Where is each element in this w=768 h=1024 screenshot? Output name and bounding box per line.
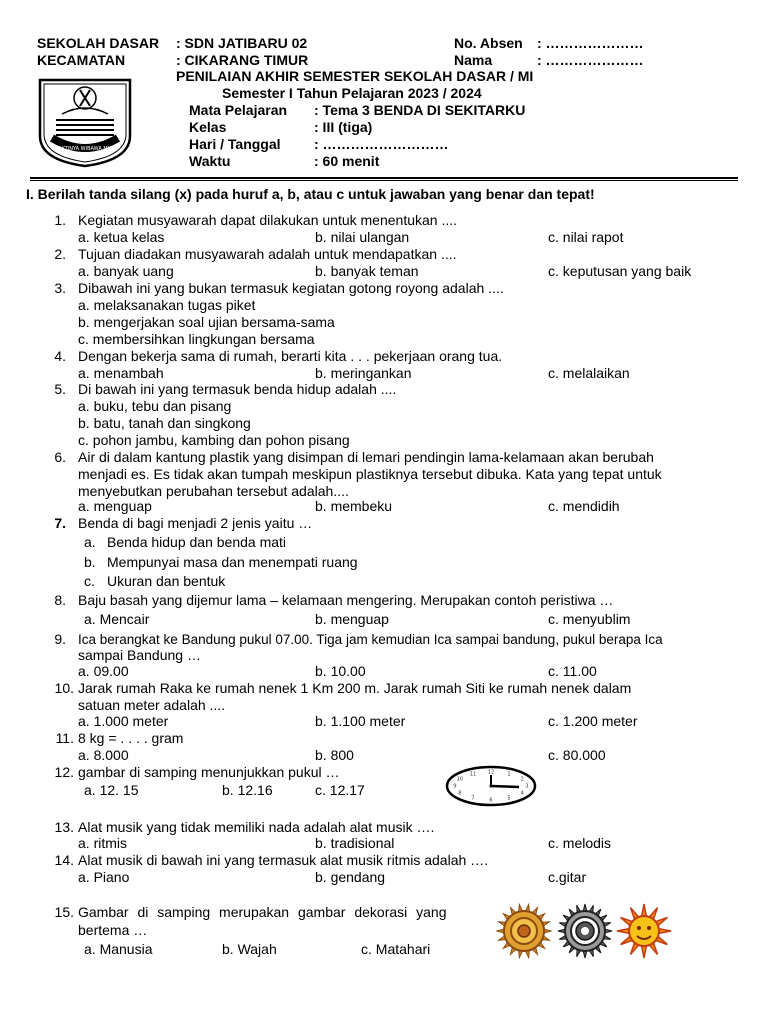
option-a: a. 8.000 bbox=[78, 747, 129, 763]
option-b: b. 1.100 meter bbox=[315, 713, 406, 729]
option-c: Ukuran dan bentuk bbox=[107, 573, 226, 589]
question-number: 1. bbox=[54, 212, 66, 228]
question-number: 7. bbox=[54, 515, 66, 531]
clock-numeral: 5 bbox=[507, 795, 511, 802]
option-c-letter: c. bbox=[84, 573, 95, 589]
absen-label: No. Absen bbox=[454, 35, 523, 51]
question-text: Kegiatan musyawarah dapat dilakukan untuk menentukan .... bbox=[78, 212, 458, 228]
option-a: a. Manusia bbox=[84, 941, 153, 957]
school-value: : SDN JATIBARU 02 bbox=[176, 35, 308, 51]
field-value-time: : 60 menit bbox=[314, 153, 380, 169]
question-text: 8 kg = . . . . gram bbox=[78, 730, 184, 746]
option-c: c. melodis bbox=[548, 835, 612, 851]
field-label-class: Kelas bbox=[189, 119, 227, 135]
option-b: b. tradisional bbox=[315, 835, 395, 851]
option-a: a. buku, tebu dan pisang bbox=[78, 398, 232, 414]
absen-value: : ………………… bbox=[537, 35, 644, 51]
option-a: a. menambah bbox=[78, 365, 164, 381]
option-c: c. Matahari bbox=[361, 941, 431, 957]
school-label: SEKOLAH DASAR bbox=[37, 35, 160, 51]
question-number: 11. bbox=[55, 730, 74, 746]
field-value-subject: : Tema 3 BENDA DI SEKITARKU bbox=[314, 102, 526, 118]
option-c: c. mendidih bbox=[548, 498, 620, 514]
question-number: 3. bbox=[54, 280, 66, 296]
option-a-letter: a. bbox=[84, 534, 96, 550]
option-c: c. keputusan yang baik bbox=[548, 263, 692, 279]
option-b: b. 10.00 bbox=[315, 663, 366, 679]
option-a: a. banyak uang bbox=[78, 263, 174, 279]
option-c: c. melalaikan bbox=[548, 365, 630, 381]
district-emblem-logo bbox=[32, 76, 138, 168]
option-a: a. melaksanakan tugas piket bbox=[78, 297, 256, 313]
question-text: Baju basah yang dijemur lama – kelamaan mengering. Merupakan contoh peristiwa … bbox=[78, 592, 614, 608]
clock-numeral: 10 bbox=[456, 776, 463, 783]
question-text: Jarak rumah Raka ke rumah nenek 1 Km 200 m. Jarak rumah Siti ke rumah nenek dalam bbox=[78, 680, 632, 696]
question-text: Dibawah ini yang bukan termasuk kegiatan gotong royong adalah .... bbox=[78, 280, 504, 296]
option-b: b. meringankan bbox=[315, 365, 412, 381]
option-b: b. banyak teman bbox=[315, 263, 419, 279]
sun-ornament-orange-icon bbox=[496, 903, 552, 959]
option-a: a. Piano bbox=[78, 869, 130, 885]
question-number: 8. bbox=[54, 592, 66, 608]
question-text: satuan meter adalah .... bbox=[78, 697, 226, 713]
option-c: c. nilai rapot bbox=[548, 229, 624, 245]
option-b: b. menguap bbox=[315, 611, 389, 627]
district-label: KECAMATAN bbox=[37, 52, 126, 68]
question-text: Tujuan diadakan musyawarah adalah untuk mendapatkan .... bbox=[78, 246, 457, 262]
option-b: b. 12.16 bbox=[222, 782, 273, 798]
exam-title: PENILAIAN AKHIR SEMESTER SEKOLAH DASAR / MI bbox=[176, 68, 534, 84]
clock-numeral: 9 bbox=[453, 783, 457, 790]
option-a: a. ketua kelas bbox=[78, 229, 165, 245]
question-text: Alat musik yang tidak memiliki nada adalah alat musik …. bbox=[78, 819, 435, 835]
question-number: 10. bbox=[54, 680, 74, 696]
mandala-ornament-gray-icon bbox=[557, 903, 613, 959]
instruction: I. Berilah tanda silang (x) pada huruf a, b, atau c untuk jawaban yang benar dan tepat! bbox=[26, 186, 595, 202]
svg-text:BHAKTINYA WIBAWA MUKTI: BHAKTINYA WIBAWA MUKTI bbox=[51, 146, 119, 152]
clock-numeral: 4 bbox=[520, 790, 524, 797]
field-value-date: : ……………………… bbox=[314, 136, 449, 152]
field-label-time: Waktu bbox=[189, 153, 231, 169]
clock-numeral: 2 bbox=[520, 776, 524, 783]
clock-numeral: 7 bbox=[471, 795, 475, 802]
option-c: c. 12.17 bbox=[315, 782, 365, 798]
option-c: c.gitar bbox=[548, 869, 587, 885]
question-number: 6. bbox=[54, 449, 66, 465]
question-text: gambar di samping menunjukkan pukul … bbox=[78, 764, 340, 780]
question-text: Air di dalam kantung plastik yang disimpan di lemari pendingin lama-kelamaan akan berubah bbox=[78, 449, 654, 465]
question-text: menyebutkan perubahan tersebut adalah.... bbox=[78, 483, 349, 499]
field-label-date: Hari / Tanggal bbox=[189, 136, 281, 152]
question-number: 5. bbox=[54, 381, 66, 397]
question-text: Gambar di samping merupakan gambar dekorasi yang bbox=[78, 904, 447, 920]
clock-numeral: 6 bbox=[489, 797, 493, 804]
header-rule bbox=[30, 177, 738, 179]
option-a: a. 09.00 bbox=[78, 663, 129, 679]
option-b: b. 800 bbox=[315, 747, 354, 763]
option-b: b. batu, tanah dan singkong bbox=[78, 415, 251, 431]
clock-numeral: 3 bbox=[525, 783, 529, 790]
question-number: 14. bbox=[54, 852, 74, 868]
question-text: bertema … bbox=[78, 922, 148, 938]
option-a: a. menguap bbox=[78, 498, 152, 514]
question-text: Benda di bagi menjadi 2 jenis yaitu … bbox=[78, 515, 313, 531]
question-number: 12. bbox=[54, 764, 74, 780]
field-value-class: : III (tiga) bbox=[314, 119, 373, 135]
option-a: a. Mencair bbox=[84, 611, 150, 627]
clock-numeral: 8 bbox=[458, 790, 462, 797]
option-b-letter: b. bbox=[84, 554, 96, 570]
district-value: : CIKARANG TIMUR bbox=[176, 52, 309, 68]
question-text: Alat musik di bawah ini yang termasuk alat musik ritmis adalah …. bbox=[78, 852, 489, 868]
option-a: a. 12. 15 bbox=[84, 782, 139, 798]
question-text: Dengan bekerja sama di rumah, berarti kita . . . pekerjaan orang tua. bbox=[78, 348, 503, 364]
question-text: sampai Bandung … bbox=[78, 647, 201, 663]
question-number: 13. bbox=[54, 819, 74, 835]
field-label-subject: Mata Pelajaran bbox=[189, 102, 288, 118]
option-a: a. ritmis bbox=[78, 835, 127, 851]
option-a: Benda hidup dan benda mati bbox=[107, 534, 287, 550]
question-number: 2. bbox=[54, 246, 66, 262]
option-a: a. 1.000 meter bbox=[78, 713, 169, 729]
clock-numeral: 11 bbox=[469, 771, 477, 778]
question-number: 15. bbox=[54, 904, 74, 920]
question-text: menjadi es. Es tidak akan tumpah meskipun plastiknya tersebut dibuka. Kata yang tepat untuk bbox=[78, 466, 662, 482]
option-b: Mempunyai masa dan menempati ruang bbox=[107, 554, 358, 570]
option-b: b. mengerjakan soal ujian bersama-sama bbox=[78, 314, 335, 330]
nama-value: : ………………… bbox=[537, 52, 644, 68]
option-b: b. membeku bbox=[315, 498, 393, 514]
option-b: b. gendang bbox=[315, 869, 386, 885]
exam-semester: Semester I Tahun Pelajaran 2023 / 2024 bbox=[222, 85, 482, 101]
option-c: c. 1.200 meter bbox=[548, 713, 638, 729]
sun-face-ornament-icon bbox=[616, 903, 672, 959]
option-b: b. nilai ulangan bbox=[315, 229, 410, 245]
nama-label: Nama bbox=[454, 52, 493, 68]
clock-numeral: 12 bbox=[487, 769, 495, 776]
option-b: b. Wajah bbox=[222, 941, 277, 957]
option-c: c. pohon jambu, kambing dan pohon pisang bbox=[78, 432, 350, 448]
option-c: c. membersihkan lingkungan bersama bbox=[78, 331, 315, 347]
question-text: Ica berangkat ke Bandung pukul 07.00. Tiga jam kemudian Ica sampai bandung, pukul berapa Ica bbox=[78, 632, 663, 647]
option-c: c. 11.00 bbox=[548, 663, 597, 679]
question-text: Di bawah ini yang termasuk benda hidup adalah .... bbox=[78, 381, 397, 397]
option-c: c. menyublim bbox=[548, 611, 631, 627]
clock-numeral: 1 bbox=[507, 771, 511, 778]
question-number: 9. bbox=[54, 631, 66, 647]
clock-icon bbox=[445, 765, 537, 807]
question-number: 4. bbox=[54, 348, 66, 364]
header-rule-thin bbox=[30, 180, 738, 181]
option-c: c. 80.000 bbox=[548, 747, 606, 763]
